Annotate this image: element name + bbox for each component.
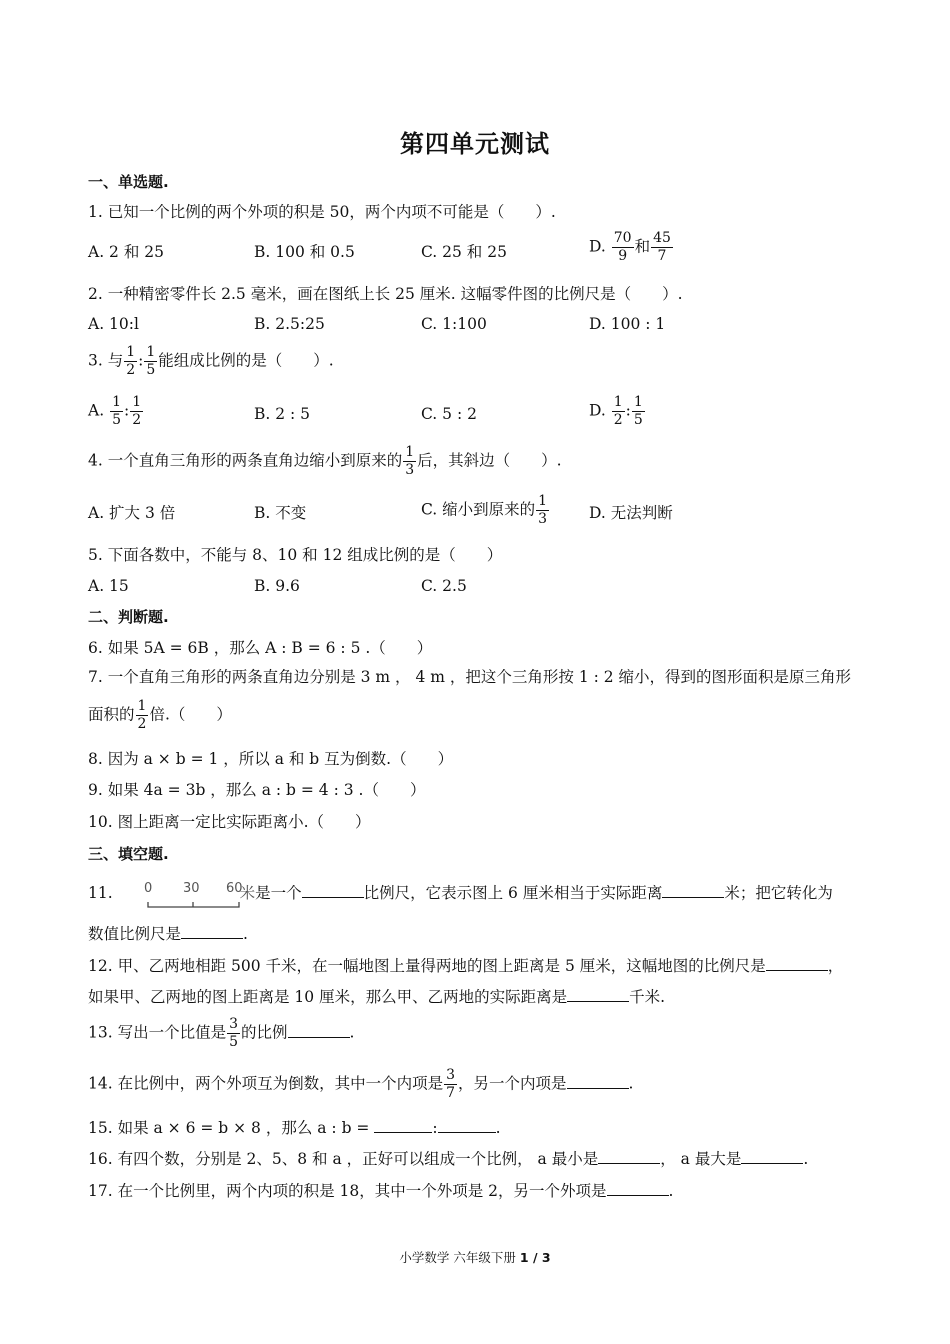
fraction: $\frac{1}{2}$	[132, 394, 142, 428]
answer-blank[interactable]	[302, 883, 364, 898]
question-14: 14. 在比例中，两个外项互为倒数，其中一个内项是 $\frac{3}{7}$ ，另一个内项是 .	[88, 1067, 634, 1101]
fraction: $\frac{45}{7}$	[653, 230, 671, 264]
fraction: $\frac{1}{2}$	[137, 698, 147, 732]
question-2-stem: 2. 一种精密零件长 2.5 毫米，画在图纸上长 25 厘米. 这幅零件图的比例尺是（ ）.	[88, 285, 683, 303]
fraction: $\frac{1}{2}$	[126, 344, 136, 378]
section-heading-single-choice: 一、单选题.	[88, 173, 169, 191]
answer-blank[interactable]	[662, 883, 724, 898]
fraction: $\frac{1}{5}$	[112, 394, 121, 428]
question-12-line2: 如果甲、乙两地的图上距离是 10 厘米，那么甲、乙两地的实际距离是 千米.	[88, 988, 666, 1006]
q3-option-a: A. $\frac{1}{5}$ : $\frac{1}{2}$	[88, 394, 142, 428]
fraction: $\frac{1}{5}$	[633, 394, 643, 428]
fraction: $\frac{1}{5}$	[146, 344, 156, 378]
q1-option-c: C. 25 和 25	[421, 243, 507, 261]
q4-option-d: D. 无法判断	[589, 504, 673, 522]
question-3-stem: 3. 与 $\frac{1}{2}$ : $\frac{1}{5}$ 能组成比例的是（ ）.	[88, 344, 334, 378]
question-5-stem: 5. 下面各数中，不能与 8、10 和 12 组成比例的是（ ）	[88, 546, 503, 564]
question-10: 10. 图上距离一定比实际距离小.（ ）	[88, 813, 371, 831]
scale-label-60: 60	[225, 881, 243, 896]
question-11-line1: 11. 0 30 60 米是一个 比例尺，它表示图上 6 厘米相当于实际距离 米；把它转化为	[88, 880, 833, 908]
q3-option-b: B. 2 : 5	[254, 405, 311, 423]
line-scale-image	[118, 880, 248, 908]
fraction: $\frac{70}{9}$	[613, 230, 632, 264]
scale-unit: 米	[239, 884, 256, 902]
answer-blank[interactable]	[181, 924, 243, 939]
answer-blank[interactable]	[741, 1149, 803, 1164]
answer-blank[interactable]	[438, 1118, 496, 1133]
answer-blank[interactable]	[567, 1074, 629, 1089]
fraction: $\frac{1}{2}$	[613, 394, 623, 428]
q1-option-a: A. 2 和 25	[88, 243, 164, 261]
question-12-line1: 12. 甲、乙两地相距 500 千米，在一幅地图上量得两地的图上距离是 5 厘米，这幅地图的比例尺是 ，	[88, 957, 844, 975]
q4-option-c: C. 缩小到原来的 $\frac{1}{3}$	[421, 493, 548, 527]
answer-blank[interactable]	[374, 1118, 432, 1133]
answer-blank[interactable]	[607, 1181, 669, 1196]
q1-option-d: D. $\frac{70}{9}$ 和 $\frac{45}{7}$	[589, 230, 671, 264]
scale-label-30: 30	[182, 881, 200, 896]
footer-subject: 小学数学 六年级下册	[399, 1250, 516, 1265]
q2-option-a: A. 10:l	[88, 315, 139, 333]
scale-label-0: 0	[143, 881, 152, 896]
question-4-stem: 4. 一个直角三角形的两条直角边缩小到原来的 $\frac{1}{3}$ 后，其斜边（ ）.	[88, 444, 562, 478]
question-13: 13. 写出一个比值是 $\frac{3}{5}$ 的比例 .	[88, 1016, 355, 1050]
answer-blank[interactable]	[766, 956, 828, 971]
scale-bar-icon	[118, 880, 248, 908]
q3-option-c: C. 5 : 2	[421, 405, 477, 423]
question-8: 8. 因为 a × b = 1 ，所以 a 和 b 互为倒数.（ ）	[88, 750, 454, 768]
q2-option-b: B. 2.5:25	[254, 315, 325, 333]
fraction: $\frac{1}{3}$	[538, 493, 548, 527]
page-number: 1 / 3	[519, 1250, 551, 1265]
question-9: 9. 如果 4a = 3b ，那么 a : b = 4 : 3 .（ ）	[88, 781, 426, 799]
q1-option-b: B. 100 和 0.5	[254, 243, 355, 261]
question-11-line2: 数值比例尺是 .	[88, 925, 248, 943]
question-17: 17. 在一个比例里，两个内项的积是 18，其中一个外项是 2，另一个外项是 .	[88, 1182, 674, 1200]
q5-option-c: C. 2.5	[421, 577, 467, 595]
q4-option-b: B. 不变	[254, 504, 307, 522]
answer-blank[interactable]	[598, 1149, 660, 1164]
section-heading-fill-blank: 三、填空题.	[88, 845, 169, 863]
answer-blank[interactable]	[567, 987, 629, 1002]
question-15: 15. 如果 a × 6 = b × 8 ，那么 a : b = : .	[88, 1119, 501, 1137]
section-heading-true-false: 二、判断题.	[88, 608, 169, 626]
question-7-line1: 7. 一个直角三角形的两条直角边分别是 3 m ， 4 m ，把这个三角形按 1 : 2 缩小，得到的图形面积是原三角形	[88, 668, 852, 686]
q5-option-a: A. 15	[88, 577, 129, 595]
q2-option-d: D. 100 : 1	[589, 315, 666, 333]
fraction: $\frac{3}{5}$	[229, 1016, 238, 1050]
fraction: $\frac{1}{3}$	[405, 444, 415, 478]
q5-option-b: B. 9.6	[254, 577, 300, 595]
answer-blank[interactable]	[288, 1023, 350, 1038]
question-1-stem: 1. 已知一个比例的两个外项的积是 50，两个内项不可能是（ ）.	[88, 203, 556, 221]
question-7-line2: 面积的 $\frac{1}{2}$ 倍.（ ）	[88, 698, 232, 732]
q3-option-d: D. $\frac{1}{2}$ : $\frac{1}{5}$	[589, 394, 643, 428]
fraction: $\frac{3}{7}$	[446, 1067, 456, 1101]
q4-option-a: A. 扩大 3 倍	[88, 504, 176, 522]
page-footer	[0, 1248, 950, 1266]
q2-option-c: C. 1:100	[421, 315, 487, 333]
question-16: 16. 有四个数，分别是 2、5、8 和 a ，正好可以组成一个比例， a 最小是 ， a 最大是 .	[88, 1150, 809, 1168]
page-title: 第四单元测试	[400, 130, 550, 158]
question-6: 6. 如果 5A = 6B ，那么 A : B = 6 : 5 .（ ）	[88, 639, 433, 657]
